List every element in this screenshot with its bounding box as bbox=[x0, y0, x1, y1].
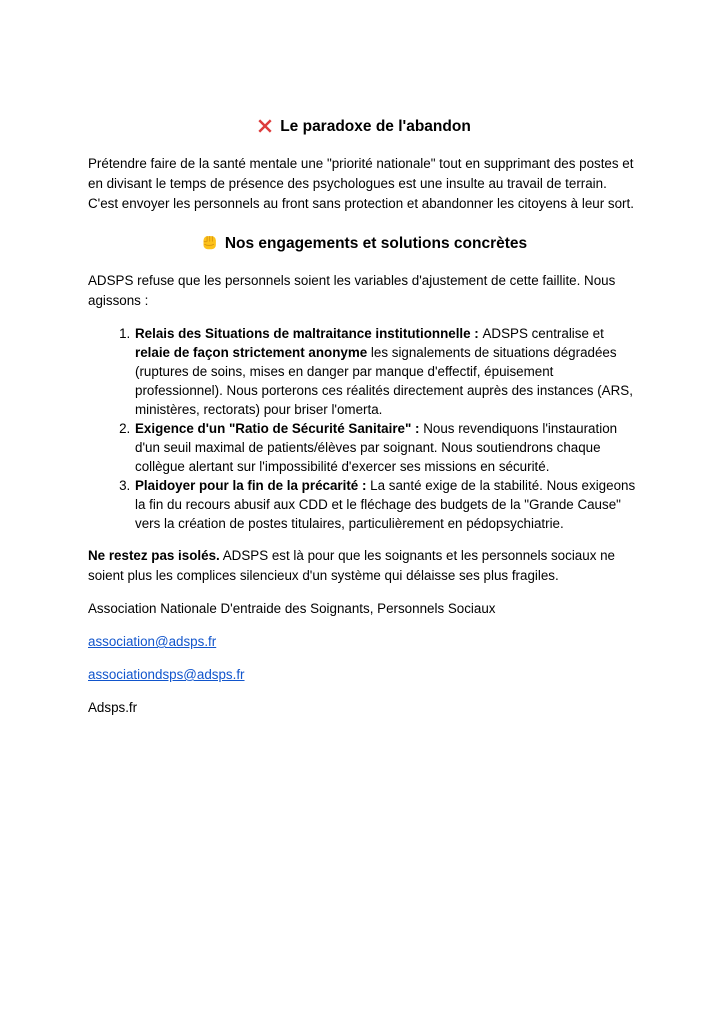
section-heading-abandon bbox=[88, 116, 640, 141]
commitments-list bbox=[88, 324, 640, 533]
commitment-item-precarite bbox=[134, 476, 640, 533]
commitment-bold-lead: Exigence d'un "Ratio de Sécurité Sanitaire" : bbox=[135, 421, 424, 436]
cross-mark-icon bbox=[257, 118, 273, 141]
email-primary-link[interactable]: association@adsps.fr bbox=[88, 634, 217, 649]
commitment-bold-emphasis: relaie de façon strictement anonyme bbox=[135, 345, 368, 360]
email-secondary-row bbox=[88, 665, 640, 685]
raised-fist-icon bbox=[201, 234, 218, 258]
commitment-text: ADSPS centralise et bbox=[482, 326, 604, 341]
heading-text: Le paradoxe de l'abandon bbox=[280, 118, 471, 135]
paragraph-abandon: Prétendre faire de la santé mentale une "priorité nationale" tout en supprimant des postes et en divisant le temps de présence des psychologues est une insulte au travail de terrain. C'est envoyer les personnels au front sans protection et abandonner les citoyens à leur sort. bbox=[88, 156, 634, 211]
commitment-bold-lead: Relais des Situations de maltraitance institutionnelle : bbox=[135, 326, 483, 341]
website-text: Adsps.fr bbox=[88, 700, 138, 715]
email-secondary-link[interactable]: associationdsps@adsps.fr bbox=[88, 667, 245, 682]
commitment-item-ratio bbox=[134, 419, 640, 476]
paragraph-isolation bbox=[88, 546, 640, 586]
org-name: Association Nationale D'entraide des Soignants, Personnels Sociaux bbox=[88, 601, 496, 616]
section-heading-engagements bbox=[88, 233, 640, 258]
commitment-item-relais bbox=[134, 324, 640, 419]
commitment-bold-lead: Plaidoyer pour la fin de la précarité : bbox=[135, 478, 371, 493]
heading-text: Nos engagements et solutions concrètes bbox=[224, 235, 528, 252]
commitment-text: les signalements de situations dégradées (ruptures de soins, mises en danger par manque d'effectif, épuisement professionnel). Nous porterons ces réalités directement auprès des instances (ARS, ministères, rectorats) pour briser l'omerta. bbox=[135, 345, 633, 417]
paragraph-engagements: ADSPS refuse que les personnels soient les variables d'ajustement de cette faillite. Nous agissons : bbox=[88, 273, 616, 308]
commitment-text: Nous revendiquons l'instauration d'un seuil maximal de patients/élèves par soignant. Nous soutiendrons chaque collègue alertant sur l'impossibilité d'exercer ses missions en sécurité. bbox=[135, 421, 618, 474]
isolation-bold-lead: Ne restez pas isolés. bbox=[88, 548, 220, 563]
commitment-text: La santé exige de la stabilité. Nous exigeons la fin du recours abusif aux CDD et le fléchage des budgets de la "Grande Cause" vers la création de postes titulaires, particulièrement en pédopsychiatrie. bbox=[135, 478, 636, 531]
isolation-text: ADSPS est là pour que les soignants et les personnels sociaux ne soient plus les complices silencieux d'un système qui délaisse ses plus fragiles. bbox=[88, 548, 616, 583]
email-primary-row bbox=[88, 632, 640, 652]
